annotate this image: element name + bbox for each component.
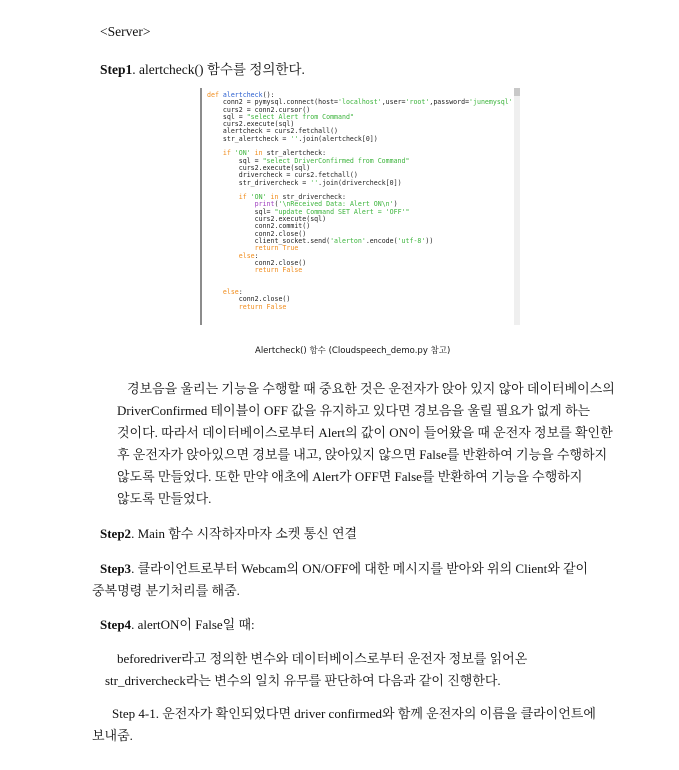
code-line: drivercheck = curs2.fetchall() xyxy=(207,171,358,180)
code-line: sql = "select Alert from Command" xyxy=(207,112,354,121)
step41-text: Step 4-1. 운전자가 확인되었다면 driver confirmed와 함께 운전자의 이름을 클라이언트에 xyxy=(112,706,596,721)
code-line: conn2.close() xyxy=(207,295,291,304)
code-line: if 'ON' in str_alertcheck: xyxy=(207,149,327,158)
code-line: sql= "update Command SET Alert = 'OFF'" xyxy=(207,207,410,216)
code-line: conn2.close() xyxy=(207,258,307,267)
paragraph-line: 않도록 만들었다. xyxy=(117,491,212,506)
paragraph-line: 후 운전자가 앉아있으면 경보를 내고, 앉아있지 않으면 False를 반환하여 기능을 수행하지 xyxy=(117,447,608,462)
code-screenshot xyxy=(200,88,520,325)
code-line: str_drivercheck = ''.join(drivercheck[0]) xyxy=(207,178,402,187)
paragraph-line: DriverConfirmed 테이블이 OFF 값을 유지하고 있다면 경보음을 울릴 필요가 없게 하는 xyxy=(117,403,591,418)
step4-heading xyxy=(100,614,255,636)
step4-label: Step4 xyxy=(100,617,132,632)
code-line: else: xyxy=(207,251,259,260)
code-line: alertcheck = curs2.fetchall() xyxy=(207,127,339,136)
code-listing xyxy=(207,92,520,311)
paragraph-line: str_drivercheck라는 변수의 일치 유무를 판단하여 다음과 같이 진행한다. xyxy=(105,673,501,688)
step3-block xyxy=(92,558,588,602)
step1-label: Step1 xyxy=(100,62,133,77)
step2-label: Step2 xyxy=(100,526,132,541)
code-line: conn2 = pymysql.connect(host='localhost',user='root',password='junemysql' xyxy=(207,98,513,107)
code-line: curs2.execute(sql) xyxy=(207,120,295,129)
section-heading-server: <Server> xyxy=(100,24,151,39)
code-line: curs2.execute(sql) xyxy=(207,215,327,224)
step2-text: . Main 함수 시작하자마자 소켓 통신 연결 xyxy=(131,526,358,541)
step3-text: . 클라이언트로부터 Webcam의 ON/OFF에 대한 메시지를 받아와 위의 Client와 같이 xyxy=(131,561,589,576)
code-line: def alertcheck(): xyxy=(207,91,275,99)
step41-continuation: 보내줌. xyxy=(92,728,133,743)
code-line: return False xyxy=(207,266,303,275)
code-line: if 'ON' in str_drivercheck: xyxy=(207,193,346,202)
step41-block xyxy=(92,703,596,747)
code-line: print('\nReceived Data: Alert ON\n') xyxy=(254,200,398,209)
paragraph-line: 경보음을 울리는 기능을 수행할 때 중요한 것은 운전자가 앉아 있지 않아 데이터베이스의 xyxy=(127,381,615,396)
code-line xyxy=(207,274,520,281)
code-line xyxy=(207,282,520,289)
code-line: return False xyxy=(207,302,287,311)
paragraph-line: beforedriver라고 정의한 변수와 데이터베이스로부터 운전자 정보를 읽어온 xyxy=(117,651,528,666)
step2-heading xyxy=(100,523,357,545)
code-line: client_socket.send('alerton'.encode('utf-8')) xyxy=(207,236,434,245)
code-line: conn2.commit() xyxy=(207,222,311,231)
paragraph-line: 않도록 만들었다. 또한 만약 애초에 Alert가 OFF면 False를 반환하여 기능을 수행하지 xyxy=(117,469,583,484)
code-line: else: xyxy=(207,288,243,297)
step3-continuation: 중복명령 분기처리를 해줌. xyxy=(92,583,240,598)
code-scrollbar-thumb xyxy=(514,88,520,96)
code-line: str_alertcheck = ''.join(alertcheck[0]) xyxy=(207,134,378,143)
code-line: curs2.execute(sql) xyxy=(207,163,311,172)
code-line: conn2.close() xyxy=(207,229,307,238)
paragraph-alert-explanation xyxy=(117,378,615,510)
step4-text: . alertON이 False일 때: xyxy=(131,617,255,632)
step1-heading xyxy=(100,58,305,78)
step1-text: . alertcheck() 함수를 정의한다. xyxy=(132,62,305,77)
step3-label: Step3 xyxy=(100,561,132,576)
paragraph-driver-check xyxy=(105,648,527,692)
code-line: return True xyxy=(207,244,299,253)
figure-caption: Alertcheck() 함수 (Cloudspeech_demo.py 참고) xyxy=(255,346,451,356)
paragraph-line: 것이다. 따라서 데이터베이스로부터 Alert의 값이 ON이 들어왔을 때 운전자 정보를 확인한 xyxy=(117,425,613,440)
code-line: sql = "select DriverConfirmed from Command" xyxy=(207,156,410,165)
code-line: curs2 = conn2.cursor() xyxy=(207,105,311,114)
code-scrollbar xyxy=(514,88,520,325)
